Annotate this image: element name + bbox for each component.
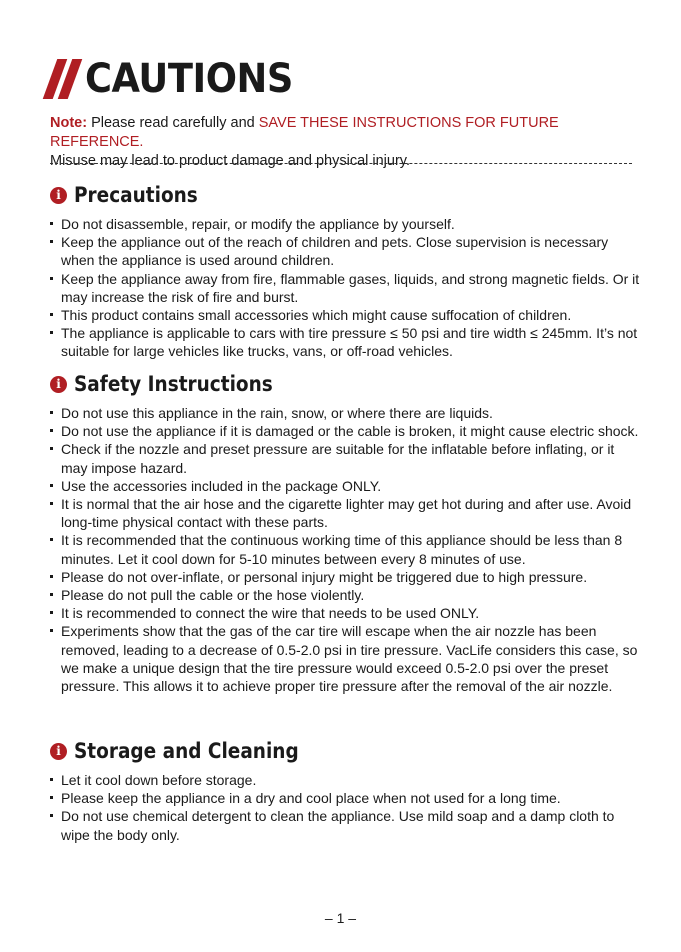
list-item: Do not use chemical detergent to clean the appliance. Use mild soap and a damp cloth to wipe the body only. bbox=[50, 807, 640, 843]
title-text: CAUTIONS bbox=[85, 56, 293, 102]
list-item: Use the accessories included in the package ONLY. bbox=[50, 477, 640, 495]
list-item: Please keep the appliance in a dry and cool place when not used for a long time. bbox=[50, 789, 640, 807]
section-title: Safety Instructions bbox=[74, 372, 273, 396]
storage-list bbox=[50, 771, 640, 844]
list-item: Let it cool down before storage. bbox=[50, 771, 640, 789]
section-storage-cleaning bbox=[50, 738, 640, 844]
page-title bbox=[50, 56, 311, 102]
list-item: It is recommended that the continuous working time of this appliance should be less than 8 minutes. Let it cool down for 5-10 minutes between every 8 minutes of use. bbox=[50, 531, 640, 567]
list-item: It is normal that the air hose and the cigarette lighter may get hot during and after use. Avoid long-time physical contact with these parts. bbox=[50, 495, 640, 531]
info-icon: i bbox=[50, 743, 67, 760]
list-item: Keep the appliance away from fire, flammable gases, liquids, and strong magnetic fields. Or it may increase the risk of fire and burst. bbox=[50, 270, 640, 306]
list-item: Keep the appliance out of the reach of children and pets. Close supervision is necessary when the appliance is used around children. bbox=[50, 233, 640, 269]
info-icon: i bbox=[50, 187, 67, 204]
precautions-list bbox=[50, 215, 640, 361]
list-item: The appliance is applicable to cars with tire pressure ≤ 50 psi and tire width ≤ 245mm. It’s not suitable for large vehicles like trucks, vans, or off-road vehicles. bbox=[50, 324, 640, 360]
double-slash-icon bbox=[50, 59, 75, 99]
section-safety-instructions bbox=[50, 371, 640, 695]
list-item: This product contains small accessories which might cause suffocation of children. bbox=[50, 306, 640, 324]
list-item: Do not disassemble, repair, or modify the appliance by yourself. bbox=[50, 215, 640, 233]
page-number: – 1 – bbox=[324, 910, 357, 926]
section-precautions bbox=[50, 182, 640, 361]
note-highlight: SAVE THESE INSTRUCTIONS FOR FUTURE REFERENCE. bbox=[50, 115, 559, 150]
safety-list bbox=[50, 404, 640, 695]
note-text-a: Please read carefully and bbox=[87, 115, 259, 131]
list-item: Check if the nozzle and preset pressure are suitable for the inflatable before inflating, or it may impose hazard. bbox=[50, 440, 640, 476]
section-title: Precautions bbox=[74, 183, 198, 207]
note-label: Note: bbox=[50, 115, 88, 131]
list-item: Please do not over-inflate, or personal injury might be triggered due to high pressure. bbox=[50, 568, 640, 586]
list-item: Experiments show that the gas of the car tire will escape when the air nozzle has been removed, leading to a decrease of 0.5-2.0 psi in tire pressure. VacLife considers this case, so we make a unique design that the tire pressure would exceed 0.5-2.0 psi over the preset pressure. This allows it to achieve proper tire pressure after the removal of the air nozzle. bbox=[50, 622, 640, 695]
list-item: Please do not pull the cable or the hose violently. bbox=[50, 586, 640, 604]
list-item: Do not use this appliance in the rain, snow, or where there are liquids. bbox=[50, 404, 640, 422]
info-icon: i bbox=[50, 376, 67, 393]
dashed-divider bbox=[50, 163, 632, 164]
section-title: Storage and Cleaning bbox=[74, 739, 299, 763]
list-item: Do not use the appliance if it is damaged or the cable is broken, it might cause electric shock. bbox=[50, 422, 640, 440]
note-text-b: Misuse may lead to product damage and physical injury. bbox=[50, 153, 411, 169]
list-item: It is recommended to connect the wire that needs to be used ONLY. bbox=[50, 604, 640, 622]
